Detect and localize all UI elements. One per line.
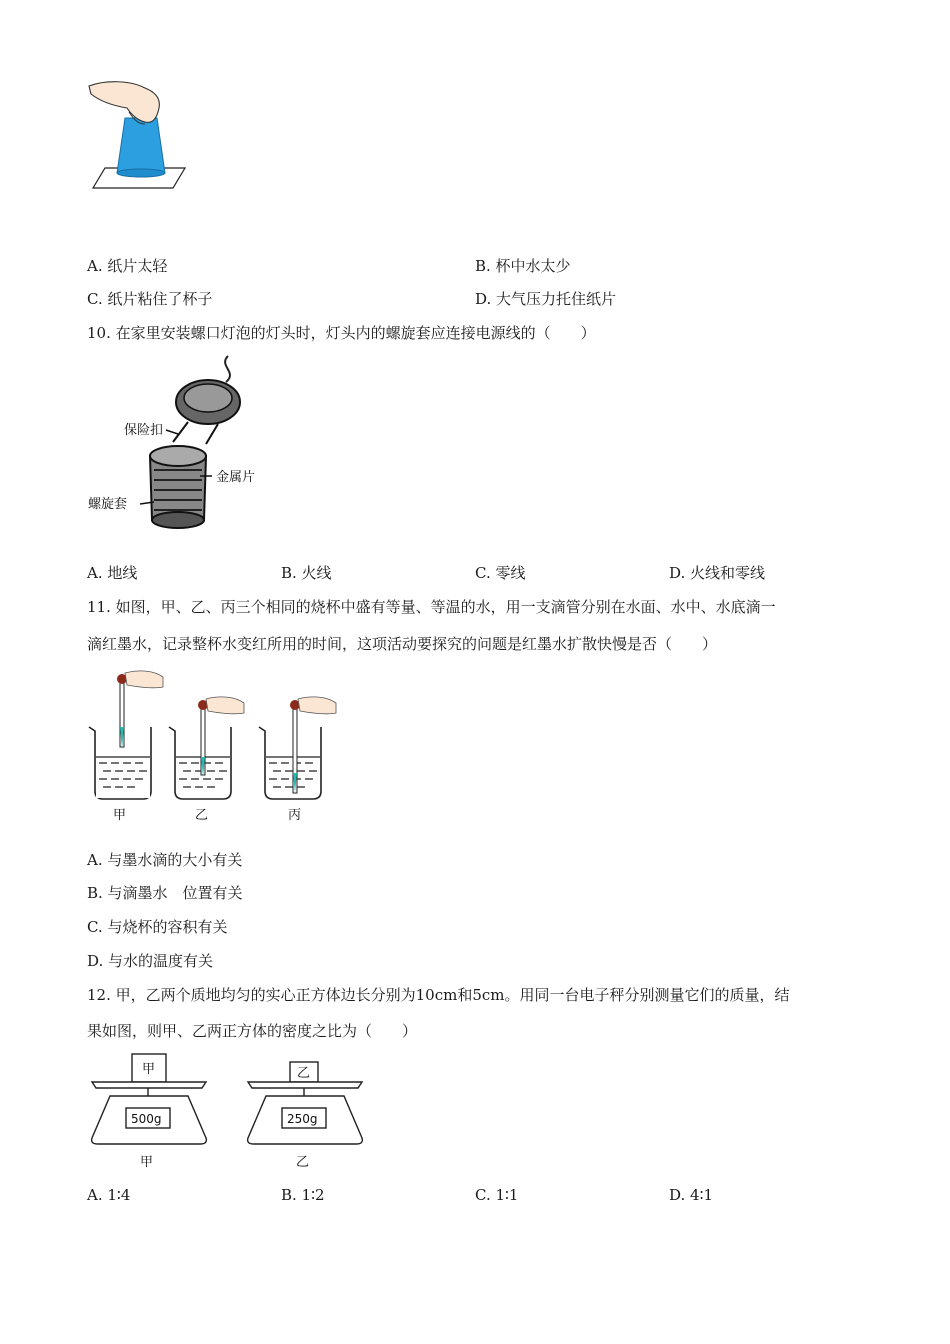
question-11-stem-line2: 滴红墨水，记录整杯水变红所用的时间，这项活动要探究的问题是红墨水扩散快慢是否（ ） xyxy=(87,635,718,653)
option-b[interactable]: B. 杯中水太少 xyxy=(475,257,571,275)
beakers-figure xyxy=(85,665,345,825)
beaker-yi xyxy=(169,697,244,823)
scale-yi xyxy=(248,1062,363,1170)
option-c[interactable]: C. 1∶1 xyxy=(475,1186,519,1204)
question-12-stem-line1: 12. 甲，乙两个质地均匀的实心正方体边长分别为10cm和5cm。用同一台电子秤分别测量它们的质量，结 xyxy=(87,986,790,1004)
option-c[interactable]: C. 与烧杯的容积有关 xyxy=(87,918,228,936)
beaker-label-jia: 甲 xyxy=(113,808,127,823)
option-a[interactable]: A. 1∶4 xyxy=(87,1186,131,1204)
option-d[interactable]: D. 4∶1 xyxy=(669,1186,714,1204)
label-screw-sleeve: 螺旋套 xyxy=(88,497,128,512)
option-b[interactable]: B. 1∶2 xyxy=(281,1186,325,1204)
option-a[interactable]: A. 地线 xyxy=(87,564,138,582)
cup-inverted-figure xyxy=(85,78,195,193)
question-11-stem-line1: 11. 如图，甲、乙、丙三个相同的烧杯中盛有等量、等温的水，用一支滴管分别在水面、水中、水底滴一 xyxy=(87,598,776,616)
option-a[interactable]: A. 与墨水滴的大小有关 xyxy=(87,851,243,869)
option-c[interactable]: C. 零线 xyxy=(475,564,526,582)
scale-caption-jia: 甲 xyxy=(140,1155,154,1170)
option-d[interactable]: D. 大气压力托住纸片 xyxy=(475,290,617,308)
option-d[interactable]: D. 与水的温度有关 xyxy=(87,952,214,970)
scale-reading-yi: 250g xyxy=(287,1112,318,1126)
option-c[interactable]: C. 纸片粘住了杯子 xyxy=(87,290,213,308)
question-10-stem: 10. 在家里安装螺口灯泡的灯头时，灯头内的螺旋套应连接电源线的（ ） xyxy=(87,324,596,342)
scale-jia xyxy=(92,1054,207,1170)
cube-label-yi: 乙 xyxy=(297,1066,311,1081)
option-b[interactable]: B. 与滴墨水 位置有关 xyxy=(87,884,243,902)
beaker-label-bing: 丙 xyxy=(288,808,302,823)
option-a[interactable]: A. 纸片太轻 xyxy=(87,257,168,275)
beaker-bing xyxy=(259,697,336,823)
option-b[interactable]: B. 火线 xyxy=(281,564,332,582)
beaker-jia xyxy=(89,671,163,823)
scale-reading-jia: 500g xyxy=(131,1112,162,1126)
scale-caption-yi: 乙 xyxy=(296,1155,310,1170)
question-12-stem-line2: 果如图，则甲、乙两正方体的密度之比为（ ） xyxy=(87,1022,418,1040)
label-safety-buckle: 保险扣 xyxy=(124,423,164,438)
cube-label-jia: 甲 xyxy=(142,1062,156,1077)
scales-figure xyxy=(88,1052,368,1172)
label-metal-piece: 金属片 xyxy=(216,470,256,485)
option-d[interactable]: D. 火线和零线 xyxy=(669,564,766,582)
lamp-socket-figure xyxy=(88,352,263,537)
beaker-label-yi: 乙 xyxy=(195,808,209,823)
